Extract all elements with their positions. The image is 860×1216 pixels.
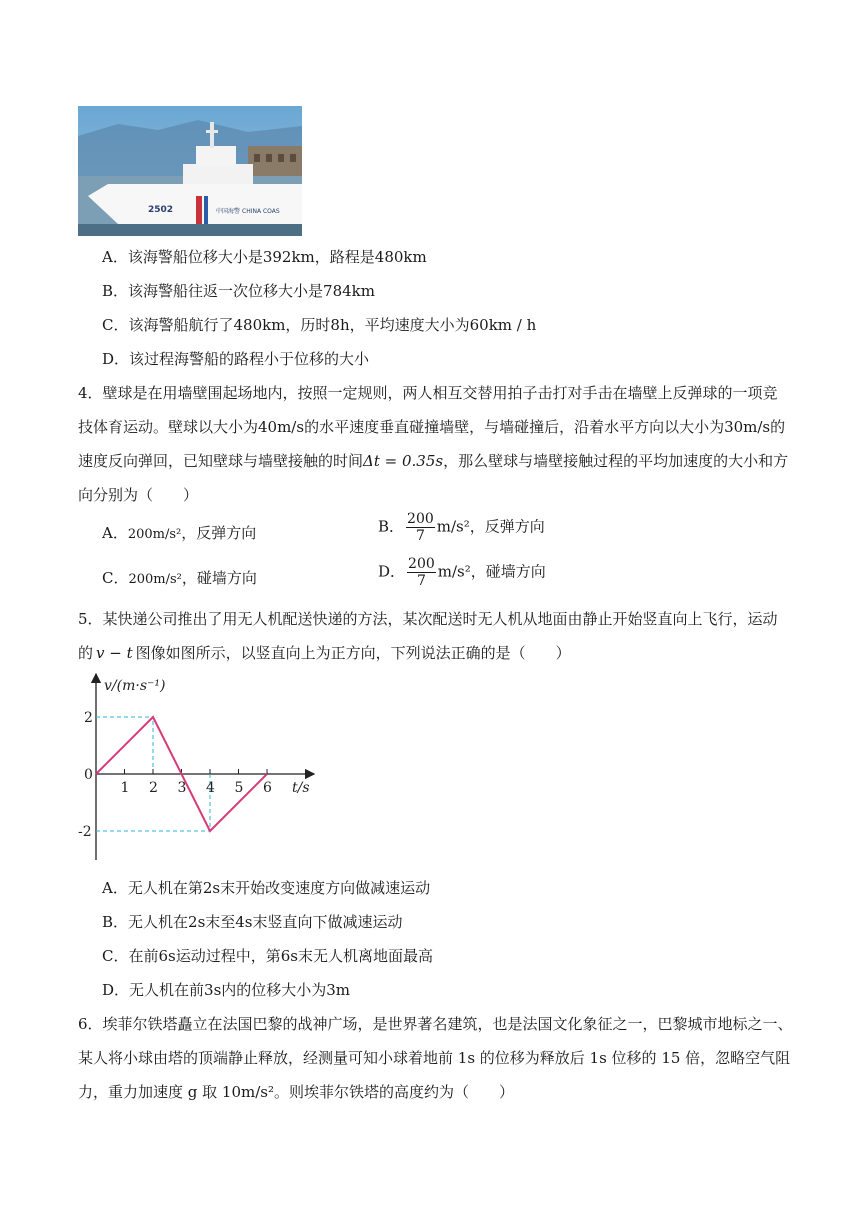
q5-option-b[interactable]: B．无人机在2s末至4s末竖直向下做减速运动	[102, 913, 403, 931]
q4-delta-t: Δt = 0.35s	[363, 452, 444, 470]
fraction	[407, 556, 436, 589]
option-value: 200m/s²	[127, 527, 182, 542]
x-tick-label: 5	[234, 780, 244, 796]
vt-graph-svg	[78, 668, 322, 868]
y-tick-label: 2	[84, 710, 93, 726]
y-tick-label: 0	[84, 767, 93, 783]
q4-option-c[interactable]	[102, 567, 257, 588]
q4-stem-line-1: 4．壁球是在用墙壁围起场地内，按照一定规则，两人相互交替用拍子击打对手击在墙壁上反弹球的一项竞	[78, 384, 778, 402]
hull-text-en: CHINA COAS	[242, 208, 280, 215]
q4-option-d[interactable]	[378, 556, 546, 589]
q4-option-a[interactable]	[102, 522, 256, 543]
x-axis-label: t/s	[292, 780, 310, 796]
q5-vt-symbol: v − t	[96, 644, 133, 662]
q4-stem-line-2: 技体育运动。壁球以大小为40m/s的水平速度垂直碰撞墙壁，与墙碰撞后，沿着水平方向以大小为30m/s的	[78, 418, 786, 436]
q5-option-c[interactable]: C．在前6s运动过程中，第6s末无人机离地面最高	[102, 947, 433, 965]
fraction-denominator: 7	[416, 573, 426, 590]
q4-stem-line-3	[78, 450, 788, 471]
option-unit: m/s²	[437, 562, 471, 581]
q4-stem-text-b: ，那么壁球与墙壁接触过程的平均加速度的大小和方	[443, 452, 789, 470]
coast-guard-ship-photo	[78, 106, 302, 236]
y-axis-label: v/(m·s⁻¹)	[104, 678, 166, 694]
x-tick-label: 2	[149, 780, 158, 796]
option-direction: ，反弹方向	[469, 517, 545, 536]
option-label: C．	[102, 569, 129, 587]
q4-option-b[interactable]	[378, 511, 545, 544]
q5-stem-text-a: 的	[78, 644, 94, 662]
x-tick-label: 3	[177, 780, 187, 796]
q3-option-b[interactable]: B．该海警船往返一次位移大小是784km	[102, 282, 375, 300]
option-label: D．	[378, 562, 406, 581]
option-label: A．	[102, 524, 128, 542]
q3-option-d[interactable]: D．该过程海警船的路程小于位移的大小	[102, 350, 370, 368]
option-direction: ，碰墙方向	[181, 569, 257, 587]
velocity-time-graph	[78, 668, 322, 868]
option-direction: ，反弹方向	[181, 524, 257, 542]
q5-option-d[interactable]: D．无人机在前3s内的位移大小为3m	[102, 981, 351, 999]
q6-stem-line-1: 6．埃菲尔铁塔矗立在法国巴黎的战神广场，是世界著名建筑，也是法国文化象征之一，巴黎城市地标之一、	[78, 1015, 793, 1033]
option-label: B．	[378, 517, 405, 536]
fraction-denominator: 7	[415, 528, 425, 545]
q5-stem-text-b: 图像如图所示，以竖直向上为正方向，下列说法正确的是（ ）	[135, 644, 571, 662]
option-unit: m/s²	[436, 517, 470, 536]
x-tick-label: 6	[263, 780, 272, 796]
option-value: 200m/s²	[128, 572, 182, 587]
q6-stem-line-2: 某人将小球由塔的顶端静止释放，经测量可知小球着地前 1s 的位移为释放后 1s 位移的 15 倍，忽略空气阻	[78, 1049, 791, 1067]
x-tick-label: 4	[206, 780, 215, 796]
q5-option-a[interactable]: A．无人机在第2s末开始改变速度方向做减速运动	[102, 879, 431, 897]
fraction	[406, 511, 435, 544]
q4-stem-text-a: 速度反向弹回，已知壁球与墙壁接触的时间	[78, 452, 364, 470]
fraction-numerator: 200	[408, 556, 435, 572]
q4-stem-line-4: 向分别为（ ）	[78, 486, 199, 504]
y-tick-label: -2	[78, 824, 92, 840]
q3-option-c[interactable]: C．该海警船航行了480km，历时8h，平均速度大小为60km / h	[102, 316, 537, 334]
fraction-numerator: 200	[407, 511, 434, 527]
q5-stem-line-2	[78, 642, 571, 663]
q5-stem-line-1: 5．某快递公司推出了用无人机配送快递的方法，某次配送时无人机从地面由静止开始竖直向上飞行，运动	[78, 610, 778, 628]
hull-number-text: 2502	[148, 205, 174, 215]
hull-text-cn: 中国海警	[216, 208, 241, 215]
q6-stem-line-3: 力，重力加速度 g 取 10m/s²。则埃菲尔铁塔的高度约为（ ）	[78, 1083, 514, 1101]
q3-option-a[interactable]: A．该海警船位移大小是392km，路程是480km	[102, 248, 427, 266]
x-tick-label: 1	[120, 780, 130, 796]
option-direction: ，碰墙方向	[470, 562, 546, 581]
